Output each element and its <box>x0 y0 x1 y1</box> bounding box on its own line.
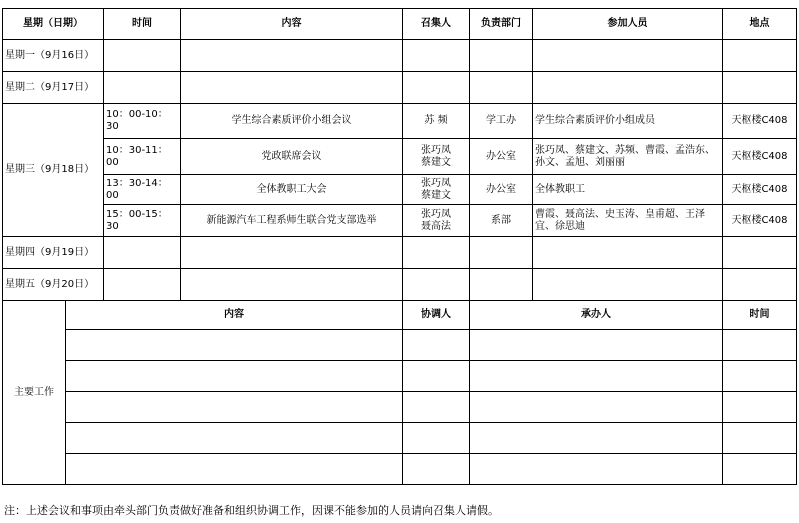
header-time: 时间 <box>104 9 181 40</box>
main-work-header-content: 内容 <box>66 301 403 330</box>
meeting-content: 党政联席会议 <box>181 139 403 175</box>
footer-note: 注：上述会议和事项由牵头部门负责做好准备和组织协调工作，因课不能参加的人员请向召集人请假。 <box>4 504 499 517</box>
meeting-time: 10：30-11：00 <box>104 139 181 175</box>
meeting-dept: 办公室 <box>470 139 533 175</box>
meeting-location: 天枢楼C408 <box>723 205 797 237</box>
meeting-time: 10：00-10：30 <box>104 104 181 139</box>
main-work-header-row <box>3 301 797 330</box>
day-label-wed: 星期三（9月18日） <box>3 104 104 237</box>
main-work-row <box>3 454 797 485</box>
meeting-attendees: 全体教职工 <box>533 175 723 205</box>
day-row-mon <box>3 40 797 72</box>
header-convener: 召集人 <box>403 9 470 40</box>
main-work-row <box>3 423 797 454</box>
meeting-attendees: 学生综合素质评价小组成员 <box>533 104 723 139</box>
day-label-thu: 星期四（9月19日） <box>3 237 104 269</box>
meeting-row <box>3 205 797 237</box>
weekly-schedule-table <box>2 8 797 485</box>
main-work-header-time: 时间 <box>723 301 797 330</box>
meeting-convener: 苏 频 <box>403 104 470 139</box>
meeting-convener: 张巧凤 聂高法 <box>403 205 470 237</box>
day-label-fri: 星期五（9月20日） <box>3 269 104 301</box>
main-work-header-organizer: 承办人 <box>470 301 723 330</box>
meeting-content: 新能源汽车工程系师生联合党支部选举 <box>181 205 403 237</box>
main-work-header-coordinator: 协调人 <box>403 301 470 330</box>
main-work-row <box>3 330 797 361</box>
meeting-row <box>3 104 797 139</box>
meeting-convener: 张巧凤 蔡建文 <box>403 175 470 205</box>
meeting-row <box>3 175 797 205</box>
meeting-location: 天枢楼C408 <box>723 175 797 205</box>
main-work-label: 主要工作 <box>3 301 66 485</box>
main-work-row <box>3 361 797 392</box>
header-dept: 负责部门 <box>470 9 533 40</box>
main-work-row <box>3 392 797 423</box>
meeting-content: 学生综合素质评价小组会议 <box>181 104 403 139</box>
meeting-row <box>3 139 797 175</box>
meeting-location: 天枢楼C408 <box>723 104 797 139</box>
day-row-fri <box>3 269 797 301</box>
meeting-content: 全体教职工大会 <box>181 175 403 205</box>
header-content: 内容 <box>181 9 403 40</box>
header-location: 地点 <box>723 9 797 40</box>
meeting-attendees: 曹霞、聂高法、史玉涛、皇甫超、王泽宜、徐思迪 <box>533 205 723 237</box>
meeting-time: 15：00-15：30 <box>104 205 181 237</box>
header-row <box>3 9 797 40</box>
meeting-location: 天枢楼C408 <box>723 139 797 175</box>
meeting-attendees: 张巧凤、蔡建文、苏频、曹霞、孟浩东、孙文、孟旭、刘丽丽 <box>533 139 723 175</box>
header-attendees: 参加人员 <box>533 9 723 40</box>
day-row-thu <box>3 237 797 269</box>
meeting-time: 13：30-14：00 <box>104 175 181 205</box>
meeting-dept: 办公室 <box>470 175 533 205</box>
day-row-tue <box>3 72 797 104</box>
header-day: 星期（日期） <box>3 9 104 40</box>
meeting-dept: 学工办 <box>470 104 533 139</box>
meeting-convener: 张巧凤 蔡建文 <box>403 139 470 175</box>
day-label-mon: 星期一（9月16日） <box>3 40 104 72</box>
day-label-tue: 星期二（9月17日） <box>3 72 104 104</box>
meeting-dept: 系部 <box>470 205 533 237</box>
